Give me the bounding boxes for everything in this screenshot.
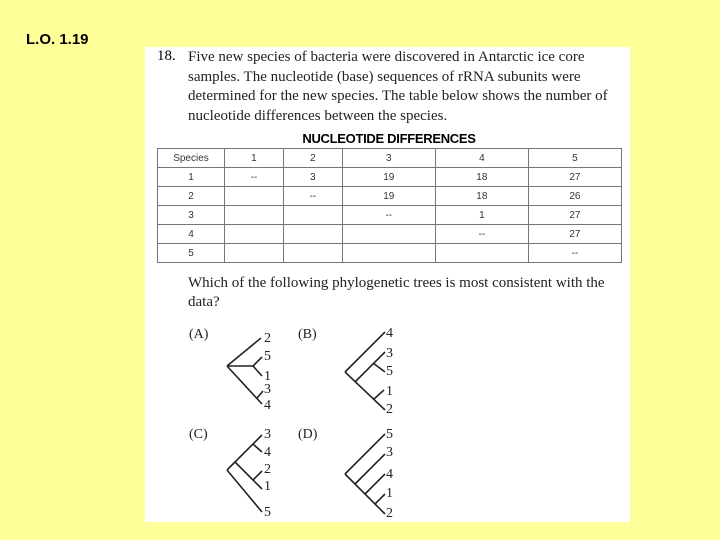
table-cell: 1 [435, 206, 528, 225]
leaf-label: 2 [264, 331, 271, 346]
table-cell: 2 [158, 187, 225, 206]
option-label: (A) [189, 327, 209, 342]
leaf-label: 4 [264, 398, 271, 413]
question-prompt: Which of the following phylogenetic trees is most consistent with the data? [188, 275, 605, 310]
table-cell: 19 [342, 168, 435, 187]
leaf-label: 3 [386, 445, 393, 460]
leaf-label: 4 [386, 326, 393, 341]
table-cell: -- [283, 187, 342, 206]
leaf-label: 1 [264, 369, 271, 384]
header-cell: 5 [528, 149, 621, 168]
question-text: Five new species of bacteria were discovered in Antarctic ice core samples. The nucleotide (base) sequences of rRNA subunits were determined for the new species. The table below shows the number of nucleotide differences between the species. [188, 49, 608, 124]
leaf-label: 5 [386, 364, 393, 379]
table-cell: 3 [158, 206, 225, 225]
table-cell: 4 [158, 225, 225, 244]
slide-label: L.O. 1.19 [26, 31, 89, 48]
leaf-label: 1 [386, 486, 393, 501]
leaf-label: 4 [386, 467, 393, 482]
table-cell: -- [435, 225, 528, 244]
table-cell: 18 [435, 187, 528, 206]
leaf-label: 4 [264, 445, 271, 460]
leaf-label: 3 [386, 346, 393, 361]
table-cell: 19 [342, 187, 435, 206]
header-cell: 1 [225, 149, 284, 168]
table-cell: 27 [528, 206, 621, 225]
table-cell: 18 [435, 168, 528, 187]
table-title: NUCLEOTIDE DIFFERENCES [302, 131, 476, 146]
table-cell: -- [528, 244, 621, 263]
leaf-label: 1 [264, 479, 271, 494]
table-cell: 3 [283, 168, 342, 187]
table-cell: -- [342, 206, 435, 225]
table-cell: 27 [528, 225, 621, 244]
header-cell: Species [158, 149, 225, 168]
leaf-label: 3 [264, 427, 271, 442]
table-cell: -- [225, 168, 284, 187]
table-cell: 26 [528, 187, 621, 206]
header-cell: 2 [283, 149, 342, 168]
table-cell: 5 [158, 244, 225, 263]
header-cell: 3 [342, 149, 435, 168]
option-label: (B) [298, 327, 317, 342]
leaf-label: 5 [264, 505, 271, 520]
leaf-label: 1 [386, 384, 393, 399]
table-cell: 27 [528, 168, 621, 187]
leaf-label: 2 [264, 462, 271, 477]
leaf-label: 2 [386, 506, 393, 521]
tree-option-a [189, 327, 271, 413]
leaf-label: 5 [264, 349, 271, 364]
table-cell: 1 [158, 168, 225, 187]
option-label: (D) [298, 427, 318, 442]
header-cell: 4 [435, 149, 528, 168]
option-label: (C) [189, 427, 208, 442]
leaf-label: 5 [386, 427, 393, 442]
leaf-label: 2 [386, 402, 393, 417]
question-number: 18. [157, 48, 176, 64]
leaf-label: 3 [264, 382, 271, 397]
tree-option-c [189, 427, 271, 520]
tree-option-b [298, 326, 393, 417]
tree-option-d [298, 427, 393, 521]
